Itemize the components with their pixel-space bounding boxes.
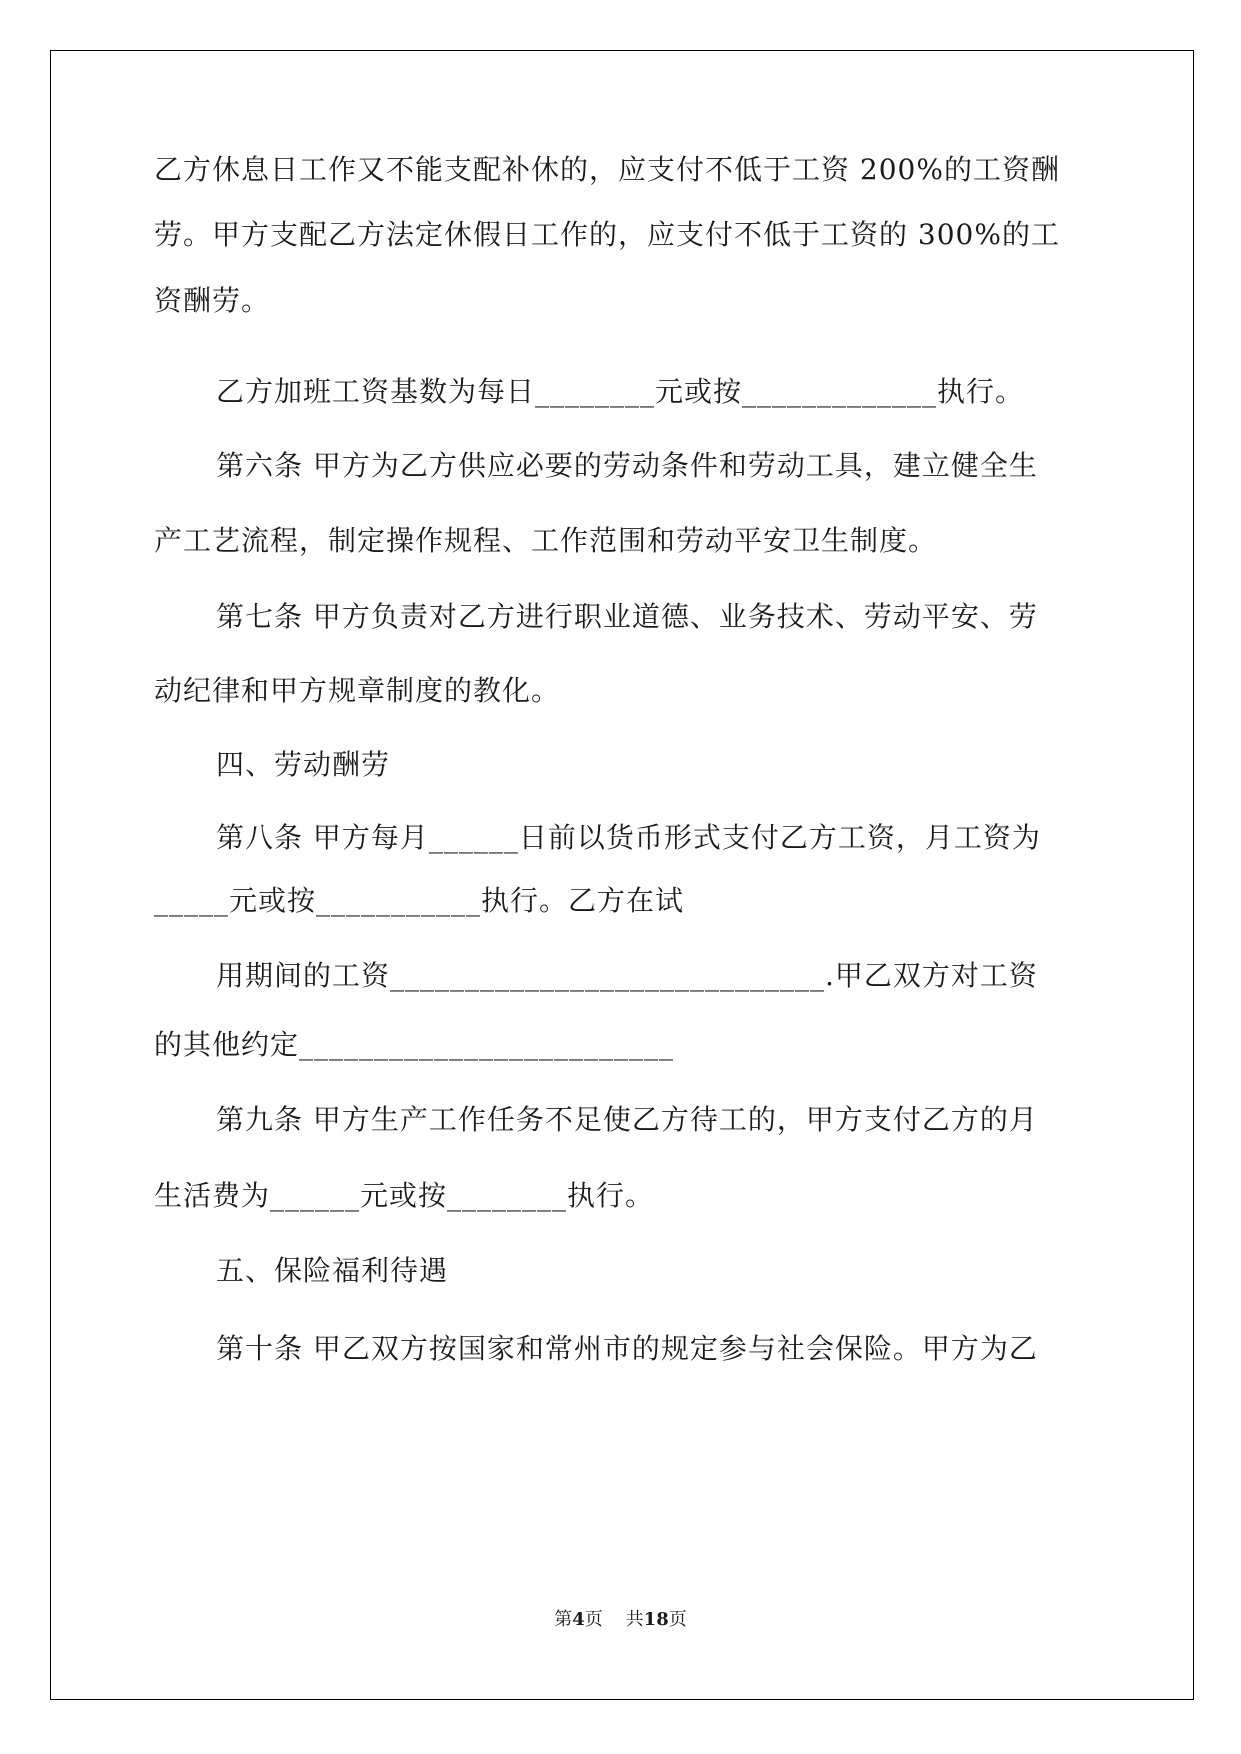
text-line: 的其他约定_________________________ [154,1028,675,1061]
footer-total-suffix: 页 [668,1609,687,1630]
section-heading-4: 四、劳动酬劳 [216,748,391,781]
text-line: 资酬劳。 [154,284,271,317]
text-line: 乙方加班工资基数为每日________元或按_____________执行。 [216,375,1025,408]
article-7-line: 第七条 甲方负责对乙方进行职业道德、业务技术、劳动平安、劳 [216,600,1038,633]
article-9-line: 第九条 甲方生产工作任务不足使乙方待工的，甲方支付乙方的月 [216,1103,1038,1136]
text-line: 劳。甲方支配乙方法定休假日工作的，应支付不低于工资的 300%的工 [154,218,1060,251]
section-heading-5: 五、保险福利待遇 [216,1254,449,1287]
current-page-number: 4 [572,1609,585,1630]
article-8-line: 第八条 甲方每月______日前以货币形式支付乙方工资，月工资为 [216,821,1041,854]
text-line: 乙方休息日工作又不能支配补休的，应支付不低于工资 200%的工资酬 [154,153,1060,186]
text-line: 产工艺流程，制定操作规程、工作范围和劳动平安卫生制度。 [154,524,938,557]
footer-prefix: 第 [554,1609,573,1630]
article-10-line: 第十条 甲乙双方按国家和常州市的规定参与社会保险。甲方为乙 [216,1332,1038,1365]
text-line: 动纪律和甲方规章制度的教化。 [154,674,561,707]
text-line: _____元或按___________执行。乙方在试 [154,884,685,917]
article-6-line: 第六条 甲方为乙方供应必要的劳动条件和劳动工具，建立健全生 [216,449,1038,482]
footer-total-prefix: 共 [625,1609,644,1630]
footer-page-suffix: 页 [584,1609,603,1630]
text-line: 生活费为______元或按________执行。 [154,1179,655,1212]
text-line: 用期间的工资_____________________________.甲乙双方对工资 [216,959,1038,992]
page-footer [0,1608,1241,1632]
total-pages-number: 18 [643,1609,669,1630]
